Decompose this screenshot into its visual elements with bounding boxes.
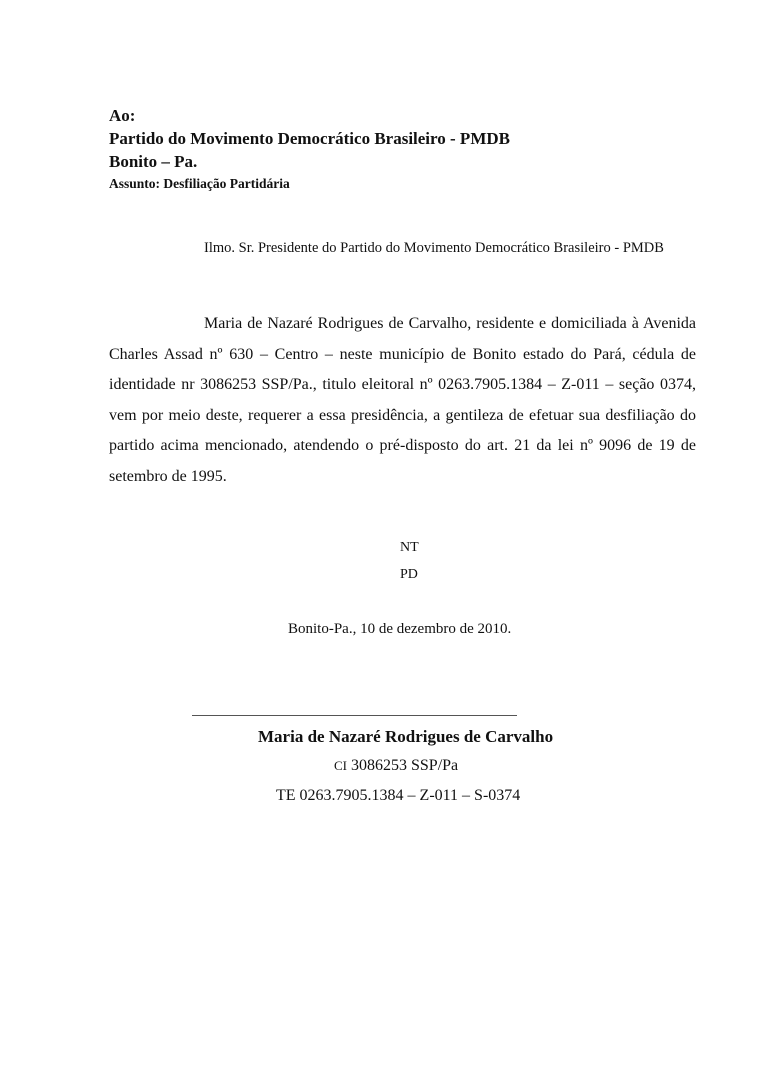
recipient-city: Bonito – Pa. [109, 152, 198, 171]
body-paragraph: Maria de Nazaré Rodrigues de Carvalho, residente e domiciliada à Avenida Charles Assad nº 630 – Centro – neste município de Bonito estado do Pará, cédula de identidade nr 3086253 SSP/Pa., titulo eleitoral nº 0263.7905.1384 – Z-011 – seção 0374, vem por meio deste, requerer a essa presidência, a gentileza de efetuar sua desfiliação do partido acima mencionado, atendendo o pré-disposto do art. 21 da lei nº 9096 de 19 de setembro de 1995. [109, 315, 696, 485]
id-card-prefix: CI [334, 758, 347, 773]
date-line: Bonito-Pa., 10 de dezembro de 2010. [288, 621, 512, 637]
signatory-voter-title: TE 0263.7905.1384 – Z-011 – S-0374 [276, 787, 521, 804]
signatory-name: Maria de Nazaré Rodrigues de Carvalho [258, 727, 554, 746]
subject-line: Assunto: Desfiliação Partidária [109, 176, 290, 191]
pd-abbreviation: PD [400, 567, 418, 582]
signatory-id-card [334, 757, 458, 775]
address-block [109, 104, 709, 194]
signature-line [192, 715, 517, 716]
nt-abbreviation: NT [400, 540, 419, 555]
recipient-party: Partido do Movimento Democrático Brasileiro - PMDB [109, 129, 510, 148]
to-label: Ao: [109, 106, 136, 125]
id-card-number: 3086253 SSP/Pa [351, 757, 459, 774]
salutation: Ilmo. Sr. Presidente do Partido do Movimento Democrático Brasileiro - PMDB [204, 240, 664, 256]
